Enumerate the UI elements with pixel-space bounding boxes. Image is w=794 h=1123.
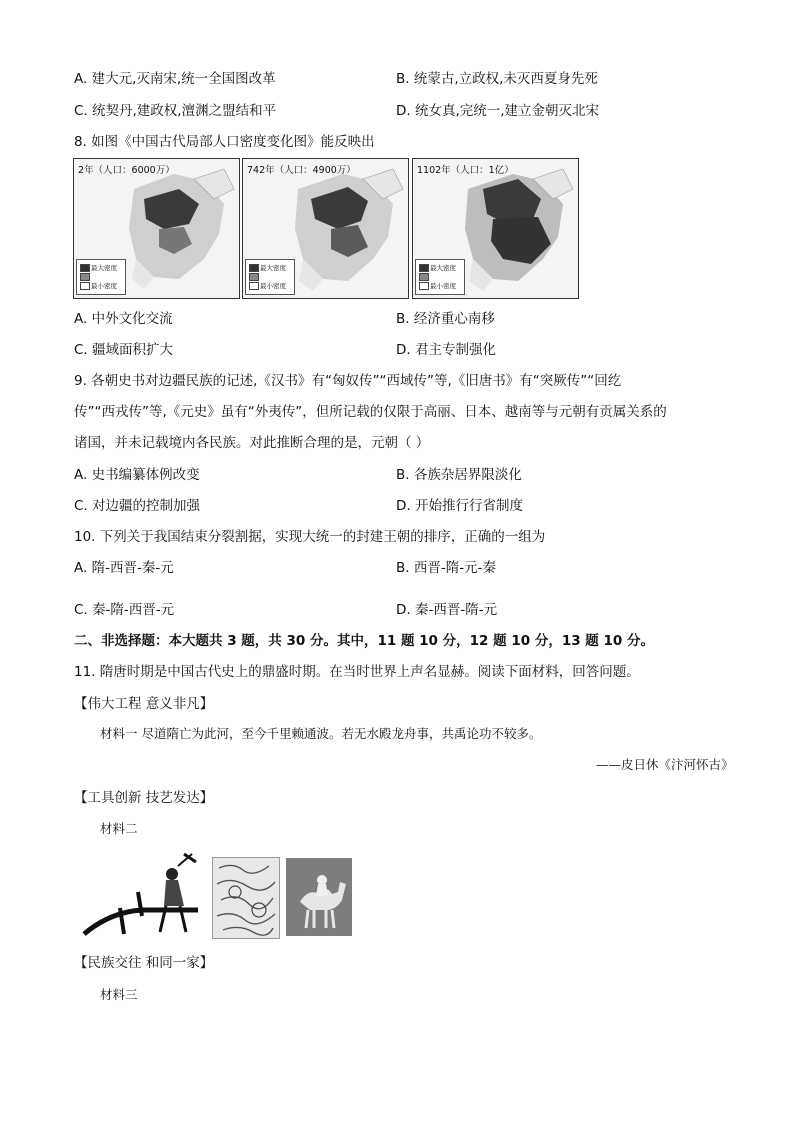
q11-stem: 11. 隋唐时期是中国古代史上的鼎盛时期。在当时世界上声名显赫。阅读下面材料，回答问题。 — [74, 664, 640, 680]
q10-option-b: B. 西晋-隋-元-秦 — [396, 560, 496, 576]
map-legend — [76, 259, 126, 295]
population-map-year-2 — [73, 158, 240, 299]
q9-option-a: A. 史书编纂体例改变 — [74, 467, 200, 483]
material-3-label: 材料三 — [100, 987, 138, 1002]
q9-stem-line-2: 传”“西戎传”等,《元史》虽有“外夷传”，但所记载的仅限于高丽、日本、越南等与元朝有贡属关系的 — [74, 404, 667, 420]
legend-max-label: 最大密度 — [91, 264, 117, 272]
engraved-pattern-image — [212, 857, 280, 939]
q7-option-d: D. 统女真,完统一,建立金朝灭北宋 — [396, 103, 600, 119]
q11-heading-3: 【民族交往 和同一家】 — [74, 955, 214, 971]
q8-stem: 8. 如图《中国古代局部人口密度变化图》能反映出 — [74, 134, 375, 150]
map-title: 2年（人口：6000万） — [78, 165, 175, 176]
legend-min-label: 最小密度 — [430, 282, 456, 290]
material-1-text: 材料一 尽道隋亡为此河，至今千里赖通波。若无水殿龙舟事，共禹论功不较多。 — [100, 726, 542, 741]
q7-option-c: C. 统契丹,建政权,澶渊之盟结和平 — [74, 103, 277, 119]
map-title: 742年（人口：4900万） — [247, 165, 356, 176]
q9-stem-line-1: 9. 各朝史书对边疆民族的记述,《汉书》有“匈奴传”“西域传”等,《旧唐书》有“突厥传”“回纥 — [74, 373, 622, 389]
q11-heading-1: 【伟大工程 意义非凡】 — [74, 696, 214, 712]
q7-option-b: B. 统蒙古,立政权,未灭西夏身先死 — [396, 71, 598, 87]
q9-option-d: D. 开始推行行省制度 — [396, 498, 523, 514]
q10-option-c: C. 秦-隋-西晋-元 — [74, 602, 175, 618]
map-title: 1102年（人口：1亿） — [417, 165, 514, 176]
population-map-year-1102 — [412, 158, 579, 299]
material-1-source: ——皮日休《汴河怀古》 — [596, 757, 734, 772]
section-2-heading: 二、非选择题：本大题共 3 题，共 30 分。其中，11 题 10 分，12 题 10 分，13 题 10 分。 — [74, 633, 654, 649]
q10-option-d: D. 秦-西晋-隋-元 — [396, 602, 498, 618]
q8-option-b: B. 经济重心南移 — [396, 311, 495, 327]
legend-max-label: 最大密度 — [260, 264, 286, 272]
legend-min-label: 最小密度 — [260, 282, 286, 290]
camel-figurine-image — [286, 858, 352, 936]
q8-option-a: A. 中外文化交流 — [74, 311, 173, 327]
q7-option-a: A. 建大元,灭南宋,统一全国图改革 — [74, 71, 276, 87]
q8-option-d: D. 君主专制强化 — [396, 342, 496, 358]
q9-option-c: C. 对边疆的控制加强 — [74, 498, 201, 514]
q9-option-b: B. 各族杂居界限淡化 — [396, 467, 522, 483]
map-legend — [415, 259, 465, 295]
map-legend — [245, 259, 295, 295]
population-map-year-742 — [242, 158, 409, 299]
q11-heading-2: 【工具创新 技艺发达】 — [74, 790, 214, 806]
legend-min-label: 最小密度 — [91, 282, 117, 290]
plough-illustration — [80, 852, 204, 938]
q9-stem-line-3: 诸国，并未记载境内各民族。对此推断合理的是，元朝（ ） — [74, 435, 430, 451]
q10-stem: 10. 下列关于我国结束分裂割据，实现大统一的封建王朝的排序，正确的一组为 — [74, 529, 546, 545]
legend-max-label: 最大密度 — [430, 264, 456, 272]
q8-option-c: C. 疆域面积扩大 — [74, 342, 174, 358]
q10-option-a: A. 隋-西晋-秦-元 — [74, 560, 174, 576]
material-2-label: 材料二 — [100, 821, 138, 836]
